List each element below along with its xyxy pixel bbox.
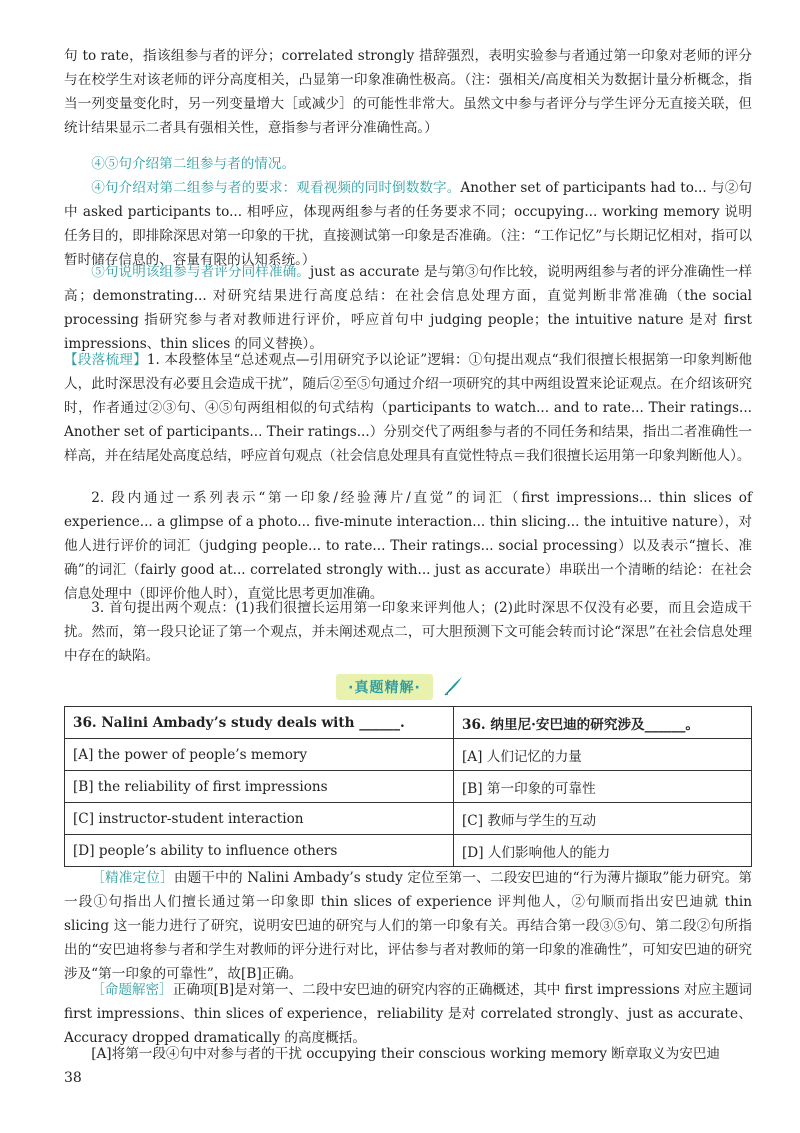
option-d-cn: [D] 人们影响他人的能力 [454,835,752,867]
paragraph-7: 3. 首句提出两个观点：(1)我们很擅长运用第一印象来评判他人；(2)此时深思不仅没有必要，而且会造成干扰。然而，第一段只论证了第一个观点，并未阐述观点二，可大胆预测下文可能会转而讨论“深思”在社会信息处理中存在的缺陷。 [64,600,752,664]
option-row [65,835,752,867]
question-stem-en: 36. Nalini Ambady’s study deals with ______. [65,707,454,739]
option-row [65,803,752,835]
paragraph-3-lead: ④句介绍对第二组参与者的要求：观看视频的同时倒数数字。 [91,180,461,196]
paragraph-5-tag: 【段落梳理】 [64,352,147,368]
paragraph-2 [64,152,752,176]
paragraph-8-body: 由题干中的 Nalini Ambady’s study 定位至第一、二段安巴迪的“行为薄片撷取”能力研究。第一段①句指出人们擅长通过第一印象即 thin slices of experience 评判他人，②句顺而指出安巴迪就 thin slicing 这一能力进行了研究，说明安巴迪的研究与人们的第一印象有关。再结合第一段③⑤句、第二段②句所指出的“安巴迪将参与者和学生对教师的评分进行对比，评估参与者对教师的第一印象的准确性”，可知安巴迪的研究涉及“第一印象的可靠性”，故[B]正确。 [64,870,752,982]
option-row [65,771,752,803]
paragraph-1: 句 to rate，指该组参与者的评分；correlated strongly 措辞强烈，表明实验参与者通过第一印象对老师的评分与在校学生对该老师的评分高度相关，凸显第一印象准确性极高。（注：强相关/高度相关为数据计量分析概念，指当一列变量变化时，另一列变量增大［或减少］的可能性非常大。虽然文中参与者评分与学生评分无直接关联，但统计结果显示二者具有强相关性，意指参与者评分准确性高。） [64,48,752,136]
question-stem-row [65,707,752,739]
quill-pen-icon [442,675,464,701]
section-header-wrap [0,674,800,704]
paragraph-4 [64,260,752,356]
paragraph-8 [64,866,752,986]
option-c-cn: [C] 教师与学生的互动 [454,803,752,835]
paragraph-5 [64,348,752,468]
paragraph-5-body: 1. 本段整体呈“总述观点—引用研究予以论证”逻辑：①句提出观点“我们很擅长根据第一印象判断他人，此时深思没有必要且会造成干扰”，随后②至⑤句通过介绍一项研究的其中两组设置来论证观点。在介绍该研究时，作者通过②③句、④⑤句两组相似的句式结构（participants to watch... and to rate... Their ratings... Another set of participants... Their ratings...）分别交代了两组参与者的不同任务和结果，指出二者准确性一样高，并在结尾处高度总结，呼应首句观点（社会信息处理具有直觉性特点＝我们很擅长运用第一印象判断他人）。 [64,352,753,464]
paragraph-4-body: just as accurate 是与第③句作比较，说明两组参与者的评分准确性一样高；demonstrating... 对研究结果进行高度总结：在社会信息处理方面，直觉判断非常准确（the social processing 指研究参与者对教师进行评价，呼应首句中 judging people；the intuitive nature 是对 first impressions、thin slices 的同义替换）。 [64,264,752,352]
option-a-en: [A] the power of people’s memory [65,739,454,771]
option-c-en: [C] instructor-student interaction [65,803,454,835]
paragraph-10: [A]将第一段④句中对参与者的干扰 occupying their conscious working memory 断章取义为安巴迪 [91,1046,721,1062]
paragraph-4-lead: ⑤句说明该组参与者评分同样准确。 [91,264,310,280]
paragraph-9-tag: ［命题解密］ [91,982,173,998]
question-stem-cn: 36. 纳里尼·安巴迪的研究涉及______。 [454,707,752,739]
question-table [64,706,752,867]
paragraph-9 [64,978,752,1050]
option-b-cn: [B] 第一印象的可靠性 [454,771,752,803]
option-row [65,739,752,771]
section-header: ·真题精解· [336,674,433,700]
paragraph-8-tag: ［精准定位］ [91,870,174,886]
paragraph-2-lead: ④⑤句介绍第二组参与者的情况。 [91,156,296,172]
page-number: 38 [64,1070,82,1086]
option-a-cn: [A] 人们记忆的力量 [454,739,752,771]
paragraph-9-body: 正确项[B]是对第一、二段中安巴迪的研究内容的正确概述，其中 first impressions 对应主题词 first impressions、thin slices of experience，reliability 是对 correlated strongly、just as accurate、Accuracy dropped dramatically 的高度概括。 [64,982,753,1046]
paragraph-6: 2. 段内通过一系列表示“第一印象/经验薄片/直觉”的词汇（first impressions... thin slices of experience... a glimpse of a photo... five-minute interaction... thin slicing... the intuitive nature），对他人进行评价的词汇（judging people... to rate... Their ratings... social processing）以及表示“擅长、准确”的词汇（fairly good at... correlated strongly with... just as accurate）串联出一个清晰的结论：在社会信息处理中（即评价他人时），直觉比思考更加准确。 [64,490,752,602]
option-d-en: [D] people’s ability to influence others [65,835,454,867]
paragraph-3-body: Another set of participants had to... 与②句中 asked participants to... 相呼应，体现两组参与者的任务要求不同；occupying... working memory 说明任务目的，即排除深思对第一印象的干扰，直接测试第一印象是否准确。（注：“工作记忆”与长期记忆相对，指可以暂时储存信息的、容量有限的认知系统。） [64,180,753,268]
option-b-en: [B] the reliability of first impressions [65,771,454,803]
paragraph-3 [64,176,752,272]
